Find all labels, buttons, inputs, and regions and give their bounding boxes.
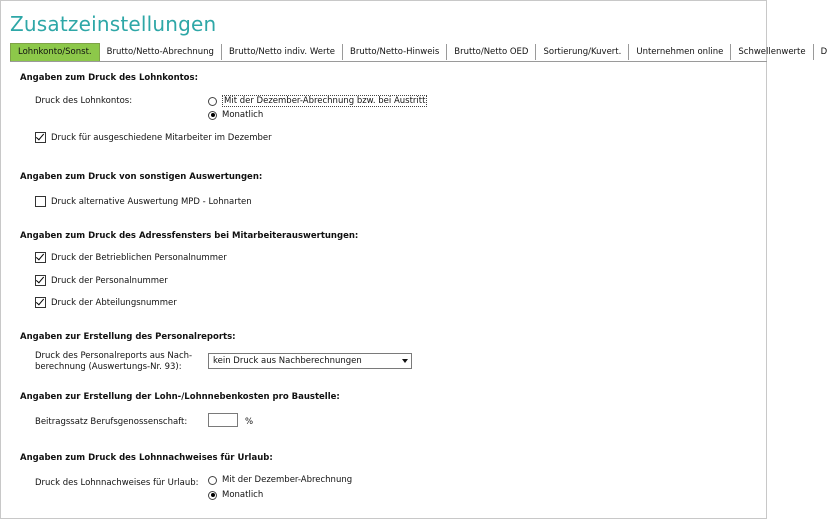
lohnkonto-field-label: Druck des Lohnkontos:	[35, 96, 133, 106]
beitragssatz-field-label: Beitragssatz Berufsgenossenschaft:	[35, 417, 188, 427]
checkbox-abteilungsnummer[interactable]	[35, 297, 177, 308]
radio-urlaub-monatlich[interactable]	[208, 490, 263, 500]
radio-lohnkonto-monatlich[interactable]	[208, 110, 263, 120]
radio-button[interactable]	[208, 491, 217, 500]
checkbox-betriebliche-personalnummer[interactable]	[35, 252, 227, 263]
checkbox[interactable]	[35, 132, 46, 143]
section-heading-urlaub: Angaben zum Druck des Lohnnachweises für Urlaub:	[20, 453, 273, 463]
section-heading-personalreport: Angaben zur Erstellung des Personalreports:	[20, 332, 236, 342]
dropdown-value: kein Druck aus Nachberechnungen	[213, 356, 362, 366]
section-heading-adressfenster: Angaben zum Druck des Adressfensters bei Mitarbeiterauswertungen:	[20, 231, 359, 241]
radio-label: Mit der Dezember-Abrechnung bzw. bei Austritt	[224, 96, 426, 106]
tab-overflow[interactable]: D	[820, 47, 828, 57]
personalreport-dropdown[interactable]	[208, 353, 412, 369]
checkbox-label: Druck alternative Auswertung MPD - Lohnarten	[51, 196, 252, 207]
radio-urlaub-dezember[interactable]	[208, 475, 352, 485]
checkbox[interactable]	[35, 252, 46, 263]
checkbox-personalnummer[interactable]	[35, 275, 168, 286]
personalreport-field-label-line2: berechnung (Auswertungs-Nr. 93):	[35, 362, 182, 372]
tab-bar	[10, 44, 828, 62]
section-heading-sonstige: Angaben zum Druck von sonstigen Auswertungen:	[20, 172, 263, 182]
percent-unit: %	[245, 417, 254, 427]
checkbox-ausgeschiedene-mitarbeiter[interactable]	[35, 132, 272, 143]
page-title: Zusatzeinstellungen	[10, 12, 217, 36]
radio-button[interactable]	[208, 476, 217, 485]
urlaub-field-label: Druck des Lohnnachweises für Urlaub:	[35, 478, 199, 488]
radio-button[interactable]	[208, 111, 217, 120]
radio-button[interactable]	[208, 97, 217, 106]
checkbox[interactable]	[35, 275, 46, 286]
personalreport-field-label-line1: Druck des Personalreports aus Nach-	[35, 351, 193, 361]
checkbox[interactable]	[35, 196, 46, 207]
checkbox-label: Druck der Abteilungsnummer	[51, 297, 177, 308]
checkbox-alternative-auswertung-mpd[interactable]	[35, 196, 252, 207]
settings-panel	[20, 62, 767, 519]
section-heading-lohnkonto: Angaben zum Druck des Lohnkontos:	[20, 73, 198, 83]
tab-brutto-netto-indiv-werte[interactable]: Brutto/Netto indiv. Werte	[222, 44, 343, 60]
section-heading-baustelle: Angaben zur Erstellung der Lohn-/Lohnnebenkosten pro Baustelle:	[20, 392, 340, 402]
radio-label: Monatlich	[222, 110, 264, 120]
tab-brutto-netto-hinweis[interactable]: Brutto/Netto-Hinweis	[343, 44, 447, 60]
tab-lohnkonto-sonst[interactable]: Lohnkonto/Sonst.	[10, 43, 100, 61]
checkbox-label: Druck der Betrieblichen Personalnummer	[51, 252, 227, 263]
chevron-down-icon[interactable]	[399, 354, 411, 368]
radio-label: Monatlich	[222, 490, 264, 500]
tab-brutto-netto-abrechnung[interactable]: Brutto/Netto-Abrechnung	[100, 44, 222, 60]
checkbox-label: Druck für ausgeschiedene Mitarbeiter im Dezember	[51, 132, 272, 143]
radio-lohnkonto-dezember[interactable]	[208, 95, 427, 107]
tab-unternehmen-online[interactable]: Unternehmen online	[629, 44, 731, 60]
radio-label: Mit der Dezember-Abrechnung	[222, 475, 353, 485]
tab-brutto-netto-oed[interactable]: Brutto/Netto OED	[447, 44, 536, 60]
checkbox-label: Druck der Personalnummer	[51, 275, 168, 286]
tab-sortierung-kuvert[interactable]: Sortierung/Kuvert.	[536, 44, 629, 60]
tab-schwellenwerte[interactable]: Schwellenwerte	[731, 44, 813, 60]
checkbox[interactable]	[35, 297, 46, 308]
beitragssatz-input[interactable]	[208, 413, 238, 427]
